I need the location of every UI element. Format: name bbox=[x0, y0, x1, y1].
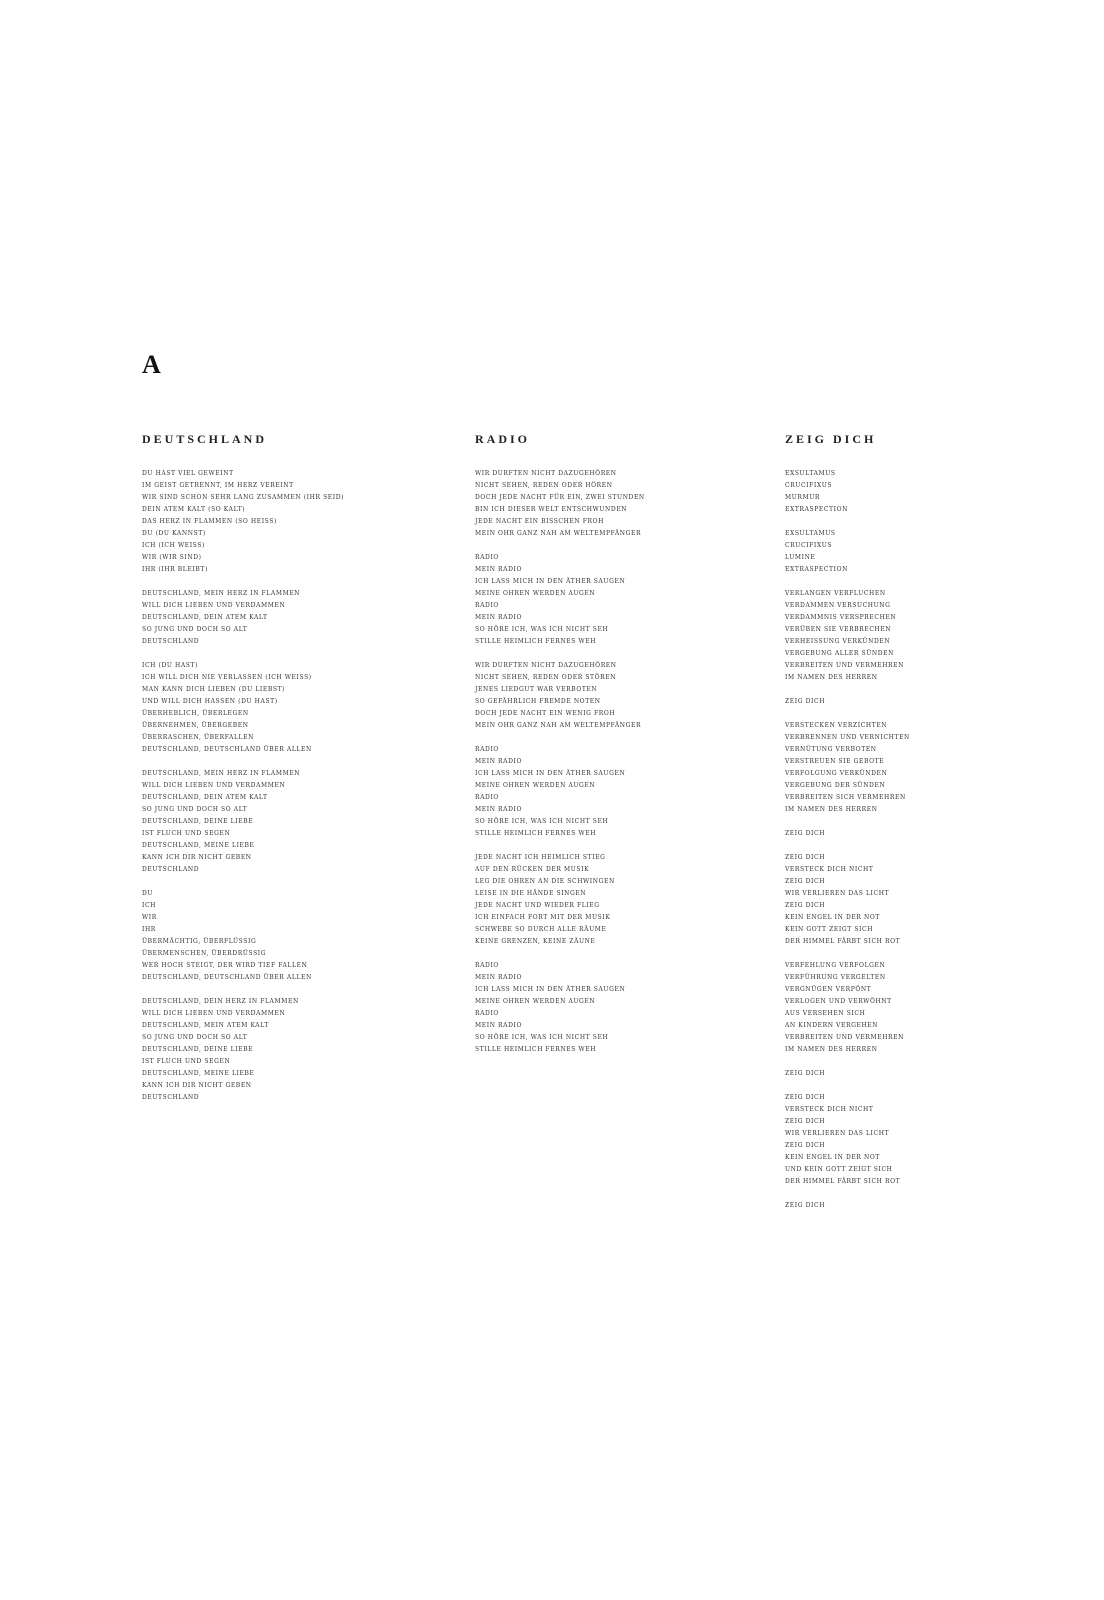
lyric-line: VERDAMMEN VERSUCHUNG bbox=[785, 602, 891, 609]
lyric-line: JEDE NACHT EIN BISSCHEN FROH bbox=[475, 518, 604, 525]
lyric-line: MEIN RADIO bbox=[475, 758, 523, 765]
lyric-line: ÜBERRASCHEN, ÜBERFALLEN bbox=[142, 734, 254, 741]
lyric-line: IM NAMEN DES HERREN bbox=[785, 806, 878, 813]
lyric-line: DEUTSCHLAND, MEIN HERZ IN FLAMMEN bbox=[142, 770, 301, 777]
lyric-line: BIN ICH DIESER WELT ENTSCHWUNDEN bbox=[475, 506, 628, 513]
lyric-line: VERSTECKEN VERZICHTEN bbox=[785, 722, 888, 729]
lyric-line: RADIO bbox=[475, 1010, 499, 1017]
lyric-line: MEIN RADIO bbox=[475, 614, 523, 621]
lyric-line: IM NAMEN DES HERREN bbox=[785, 674, 878, 681]
song-lyrics bbox=[142, 468, 442, 1104]
lyric-stanza bbox=[142, 468, 442, 576]
lyric-line: WILL DICH LIEBEN UND VERDAMMEN bbox=[142, 782, 286, 789]
lyric-line: RADIO bbox=[475, 794, 499, 801]
lyric-line: IST FLUCH UND SEGEN bbox=[142, 830, 231, 837]
lyric-line: IHR (IHR BLEIBT) bbox=[142, 566, 208, 573]
lyric-line: DEUTSCHLAND, MEIN ATEM KALT bbox=[142, 1022, 269, 1029]
lyric-line: ICH LASS MICH IN DEN ÄTHER SAUGEN bbox=[475, 986, 626, 993]
lyric-line: VERBREITEN UND VERMEHREN bbox=[785, 662, 905, 669]
lyric-line: RADIO bbox=[475, 554, 499, 561]
lyric-line: SO JUNG UND DOCH SO ALT bbox=[142, 1034, 248, 1041]
lyric-line: ICH EINFACH FORT MIT DER MUSIK bbox=[475, 914, 611, 921]
lyric-line: DEUTSCHLAND, DEUTSCHLAND ÜBER ALLEN bbox=[142, 746, 312, 753]
lyric-line: SO HÖRE ICH, WAS ICH NICHT SEH bbox=[475, 818, 609, 825]
lyric-line: DU HAST VIEL GEWEINT bbox=[142, 470, 234, 477]
lyric-line: NICHT SEHEN, REDEN ODER HÖREN bbox=[475, 482, 613, 489]
lyric-line: VERGEBUNG DER SÜNDEN bbox=[785, 782, 886, 789]
lyric-line: DEUTSCHLAND, DEIN HERZ IN FLAMMEN bbox=[142, 998, 299, 1005]
lyric-line: JEDE NACHT ICH HEIMLICH STIEG bbox=[475, 854, 606, 861]
lyric-line: CRUCIFIXUS bbox=[785, 482, 833, 489]
lyric-line: AN KINDERN VERGEHEN bbox=[785, 1022, 879, 1029]
lyric-stanza bbox=[785, 528, 1085, 576]
lyric-line: KANN ICH DIR NICHT GEBEN bbox=[142, 854, 252, 861]
lyric-line: EXSULTAMUS bbox=[785, 470, 836, 477]
lyric-line: DEUTSCHLAND, DEINE LIEBE bbox=[142, 818, 254, 825]
lyric-line: DU (DU KANNST) bbox=[142, 530, 206, 537]
lyric-line: VERSTECK DICH NICHT bbox=[785, 866, 874, 873]
lyric-line: STILLE HEIMLICH FERNES WEH bbox=[475, 638, 597, 645]
side-letter: A bbox=[142, 350, 161, 379]
lyric-line: VERSTECK DICH NICHT bbox=[785, 1106, 874, 1113]
lyric-line: VERGNÜGEN VERPÖNT bbox=[785, 986, 872, 993]
lyric-line: VERBRENNEN UND VERNICHTEN bbox=[785, 734, 910, 741]
lyric-line: VERDAMMNIS VERSPRECHEN bbox=[785, 614, 897, 621]
lyric-line: ICH (ICH WEISS) bbox=[142, 542, 205, 549]
lyric-line: DEUTSCHLAND, MEIN HERZ IN FLAMMEN bbox=[142, 590, 301, 597]
lyric-line: ÜBERHEBLICH, ÜBERLEGEN bbox=[142, 710, 249, 717]
lyric-line: UND WILL DICH HASSEN (DU HAST) bbox=[142, 698, 278, 705]
lyric-line: ICH WILL DICH NIE VERLASSEN (ICH WEISS) bbox=[142, 674, 312, 681]
lyric-line: WIR bbox=[142, 914, 157, 921]
lyric-line: RADIO bbox=[475, 602, 499, 609]
lyric-line: ZEIG DICH bbox=[785, 1118, 826, 1125]
lyric-line: DAS HERZ IN FLAMMEN (SO HEISS) bbox=[142, 518, 277, 525]
lyric-line: WIR DURFTEN NICHT DAZUGEHÖREN bbox=[475, 470, 617, 477]
lyric-stanza bbox=[142, 588, 442, 648]
lyric-line: VERSTREUEN SIE GEBOTE bbox=[785, 758, 885, 765]
lyric-line: IM GEIST GETRENNT, IM HERZ VEREINT bbox=[142, 482, 294, 489]
lyric-stanza bbox=[785, 696, 1085, 708]
lyric-line: SO HÖRE ICH, WAS ICH NICHT SEH bbox=[475, 626, 609, 633]
lyric-stanza bbox=[142, 888, 442, 984]
lyric-line: DOCH JEDE NACHT FÜR EIN, ZWEI STUNDEN bbox=[475, 494, 645, 501]
lyric-line: VERHEISSUNG VERKÜNDEN bbox=[785, 638, 891, 645]
lyric-stanza bbox=[475, 960, 775, 1056]
lyric-line: VERFÜHRUNG VERGELTEN bbox=[785, 974, 886, 981]
lyric-stanza bbox=[785, 1200, 1085, 1212]
lyric-stanza bbox=[785, 588, 1085, 684]
lyric-line: SO GEFÄHRLICH FREMDE NOTEN bbox=[475, 698, 601, 705]
lyric-line: NICHT SEHEN, REDEN ODER STÖREN bbox=[475, 674, 617, 681]
lyric-line: SCHWEBE SO DURCH ALLE RÄUME bbox=[475, 926, 607, 933]
lyric-line: MEINE OHREN WERDEN AUGEN bbox=[475, 782, 596, 789]
lyric-line: DEUTSCHLAND bbox=[142, 1094, 200, 1101]
lyric-line: DEUTSCHLAND, DEINE LIEBE bbox=[142, 1046, 254, 1053]
song-column-radio bbox=[475, 432, 775, 1068]
lyric-line: STILLE HEIMLICH FERNES WEH bbox=[475, 1046, 597, 1053]
lyric-stanza bbox=[785, 852, 1085, 948]
lyric-line: WER HOCH STEIGT, DER WIRD TIEF FALLEN bbox=[142, 962, 308, 969]
song-lyrics bbox=[475, 468, 775, 1056]
lyric-line: DER HIMMEL FÄRBT SICH ROT bbox=[785, 1178, 901, 1185]
lyric-line: CRUCIFIXUS bbox=[785, 542, 833, 549]
lyric-line: KEINE GRENZEN, KEINE ZÄUNE bbox=[475, 938, 596, 945]
lyric-line: JENES LIEDGUT WAR VERBOTEN bbox=[475, 686, 598, 693]
lyric-line: SO JUNG UND DOCH SO ALT bbox=[142, 806, 248, 813]
lyric-line: DU bbox=[142, 890, 154, 897]
lyric-line: ZEIG DICH bbox=[785, 830, 826, 837]
lyric-line: MEINE OHREN WERDEN AUGEN bbox=[475, 590, 596, 597]
lyric-line: LEG DIE OHREN AN DIE SCHWINGEN bbox=[475, 878, 615, 885]
lyric-line: ZEIG DICH bbox=[785, 1142, 826, 1149]
lyric-line: WILL DICH LIEBEN UND VERDAMMEN bbox=[142, 1010, 286, 1017]
lyric-line: SO JUNG UND DOCH SO ALT bbox=[142, 626, 248, 633]
lyric-stanza bbox=[142, 660, 442, 756]
lyric-line: KANN ICH DIR NICHT GEBEN bbox=[142, 1082, 252, 1089]
lyric-line: VERFOLGUNG VERKÜNDEN bbox=[785, 770, 888, 777]
lyric-line: WIR VERLIEREN DAS LICHT bbox=[785, 890, 890, 897]
lyric-line: VERÜBEN SIE VERBRECHEN bbox=[785, 626, 892, 633]
lyric-line: MEIN OHR GANZ NAH AM WELTEMPFÄNGER bbox=[475, 530, 642, 537]
lyric-line: RADIO bbox=[475, 746, 499, 753]
song-title: RADIO bbox=[475, 432, 531, 446]
lyric-stanza bbox=[785, 468, 1085, 516]
lyric-line: ÜBERMENSCHEN, ÜBERDRÜSSIG bbox=[142, 950, 267, 957]
lyric-line: DER HIMMEL FÄRBT SICH ROT bbox=[785, 938, 901, 945]
lyric-line: EXTRASPECTION bbox=[785, 506, 848, 513]
song-title: DEUTSCHLAND bbox=[142, 432, 268, 446]
lyric-line: RADIO bbox=[475, 962, 499, 969]
lyric-line: VERBREITEN SICH VERMEHREN bbox=[785, 794, 906, 801]
lyric-stanza bbox=[142, 768, 442, 876]
lyric-line: ÜBERMÄCHTIG, ÜBERFLÜSSIG bbox=[142, 938, 257, 945]
lyric-line: DEUTSCHLAND bbox=[142, 866, 200, 873]
lyric-line: MEIN RADIO bbox=[475, 974, 523, 981]
lyric-line: DEUTSCHLAND, DEIN ATEM KALT bbox=[142, 614, 268, 621]
lyric-stanza bbox=[785, 1068, 1085, 1080]
lyric-line: MEIN RADIO bbox=[475, 566, 523, 573]
lyric-line: LUMINE bbox=[785, 554, 816, 561]
lyric-line: MEIN RADIO bbox=[475, 806, 523, 813]
lyric-line: VERLOGEN UND VERWÖHNT bbox=[785, 998, 892, 1005]
song-lyrics bbox=[785, 468, 1085, 1212]
lyric-line: WILL DICH LIEBEN UND VERDAMMEN bbox=[142, 602, 286, 609]
lyric-line: ICH bbox=[142, 902, 156, 909]
lyric-line: KEIN GOTT ZEIGT SICH bbox=[785, 926, 874, 933]
lyric-line: ZEIG DICH bbox=[785, 1202, 826, 1209]
lyric-line: WIR SIND SCHON SEHR LANG ZUSAMMEN (IHR SEID) bbox=[142, 494, 345, 501]
lyric-line: AUF DEN RÜCKEN DER MUSIK bbox=[475, 866, 590, 873]
lyric-line: WIR VERLIEREN DAS LICHT bbox=[785, 1130, 890, 1137]
lyric-line: MEINE OHREN WERDEN AUGEN bbox=[475, 998, 596, 1005]
lyric-line: DEUTSCHLAND, MEINE LIEBE bbox=[142, 842, 255, 849]
lyric-line: ÜBERNEHMEN, ÜBERGEBEN bbox=[142, 722, 249, 729]
lyric-line: WIR (WIR SIND) bbox=[142, 554, 202, 561]
lyric-line: VERGEBUNG ALLER SÜNDEN bbox=[785, 650, 894, 657]
lyric-line: MEIN RADIO bbox=[475, 1022, 523, 1029]
lyric-line: STILLE HEIMLICH FERNES WEH bbox=[475, 830, 597, 837]
lyric-line: EXSULTAMUS bbox=[785, 530, 836, 537]
lyric-line: MURMUR bbox=[785, 494, 821, 501]
lyric-line: ZEIG DICH bbox=[785, 1070, 826, 1077]
lyric-line: DEIN ATEM KALT (SO KALT) bbox=[142, 506, 246, 513]
lyric-line: ICH (DU HAST) bbox=[142, 662, 199, 669]
lyric-line: VERFEHLUNG VERFOLGEN bbox=[785, 962, 886, 969]
lyric-line: WIR DURFTEN NICHT DAZUGEHÖREN bbox=[475, 662, 617, 669]
song-title: ZEIG DICH bbox=[785, 432, 877, 446]
lyric-line: IHR bbox=[142, 926, 156, 933]
song-column-zeig-dich bbox=[785, 432, 1085, 1224]
song-column-deutschland bbox=[142, 432, 442, 1116]
lyric-line: SO HÖRE ICH, WAS ICH NICHT SEH bbox=[475, 1034, 609, 1041]
lyric-line: LEISE IN DIE HÄNDE SINGEN bbox=[475, 890, 587, 897]
lyric-line: VERBREITEN UND VERMEHREN bbox=[785, 1034, 905, 1041]
lyric-line: KEIN ENGEL IN DER NOT bbox=[785, 914, 880, 921]
lyric-line: KEIN ENGEL IN DER NOT bbox=[785, 1154, 880, 1161]
lyric-stanza bbox=[785, 828, 1085, 840]
lyric-line: ICH LASS MICH IN DEN ÄTHER SAUGEN bbox=[475, 578, 626, 585]
lyric-stanza bbox=[475, 468, 775, 540]
lyric-line: DEUTSCHLAND, DEUTSCHLAND ÜBER ALLEN bbox=[142, 974, 312, 981]
lyric-line: ICH LASS MICH IN DEN ÄTHER SAUGEN bbox=[475, 770, 626, 777]
lyric-line: ZEIG DICH bbox=[785, 698, 826, 705]
lyric-line: IST FLUCH UND SEGEN bbox=[142, 1058, 231, 1065]
lyric-line: VERNÜTUNG VERBOTEN bbox=[785, 746, 877, 753]
lyric-line: ZEIG DICH bbox=[785, 854, 826, 861]
lyric-line: JEDE NACHT UND WIEDER FLIEG bbox=[475, 902, 600, 909]
lyric-line: DOCH JEDE NACHT EIN WENIG FROH bbox=[475, 710, 616, 717]
lyric-line: ZEIG DICH bbox=[785, 878, 826, 885]
lyric-stanza bbox=[142, 996, 442, 1104]
lyric-stanza bbox=[475, 744, 775, 840]
lyric-line: MAN KANN DICH LIEBEN (DU LIEBST) bbox=[142, 686, 286, 693]
lyric-line: DEUTSCHLAND bbox=[142, 638, 200, 645]
lyric-stanza bbox=[475, 552, 775, 648]
lyric-line: ZEIG DICH bbox=[785, 902, 826, 909]
lyric-line: EXTRASPECTION bbox=[785, 566, 848, 573]
lyric-stanza bbox=[475, 660, 775, 732]
lyric-line: MEIN OHR GANZ NAH AM WELTEMPFÄNGER bbox=[475, 722, 642, 729]
lyric-stanza bbox=[475, 852, 775, 948]
lyric-line: DEUTSCHLAND, DEIN ATEM KALT bbox=[142, 794, 268, 801]
lyric-line: DEUTSCHLAND, MEINE LIEBE bbox=[142, 1070, 255, 1077]
lyric-line: IM NAMEN DES HERREN bbox=[785, 1046, 878, 1053]
lyric-line: UND KEIN GOTT ZEIGT SICH bbox=[785, 1166, 893, 1173]
lyric-stanza bbox=[785, 1092, 1085, 1188]
lyric-stanza bbox=[785, 960, 1085, 1056]
lyric-stanza bbox=[785, 720, 1085, 816]
lyric-line: VERLANGEN VERFLUCHEN bbox=[785, 590, 886, 597]
lyric-line: ZEIG DICH bbox=[785, 1094, 826, 1101]
lyric-line: AUS VERSEHEN SICH bbox=[785, 1010, 866, 1017]
